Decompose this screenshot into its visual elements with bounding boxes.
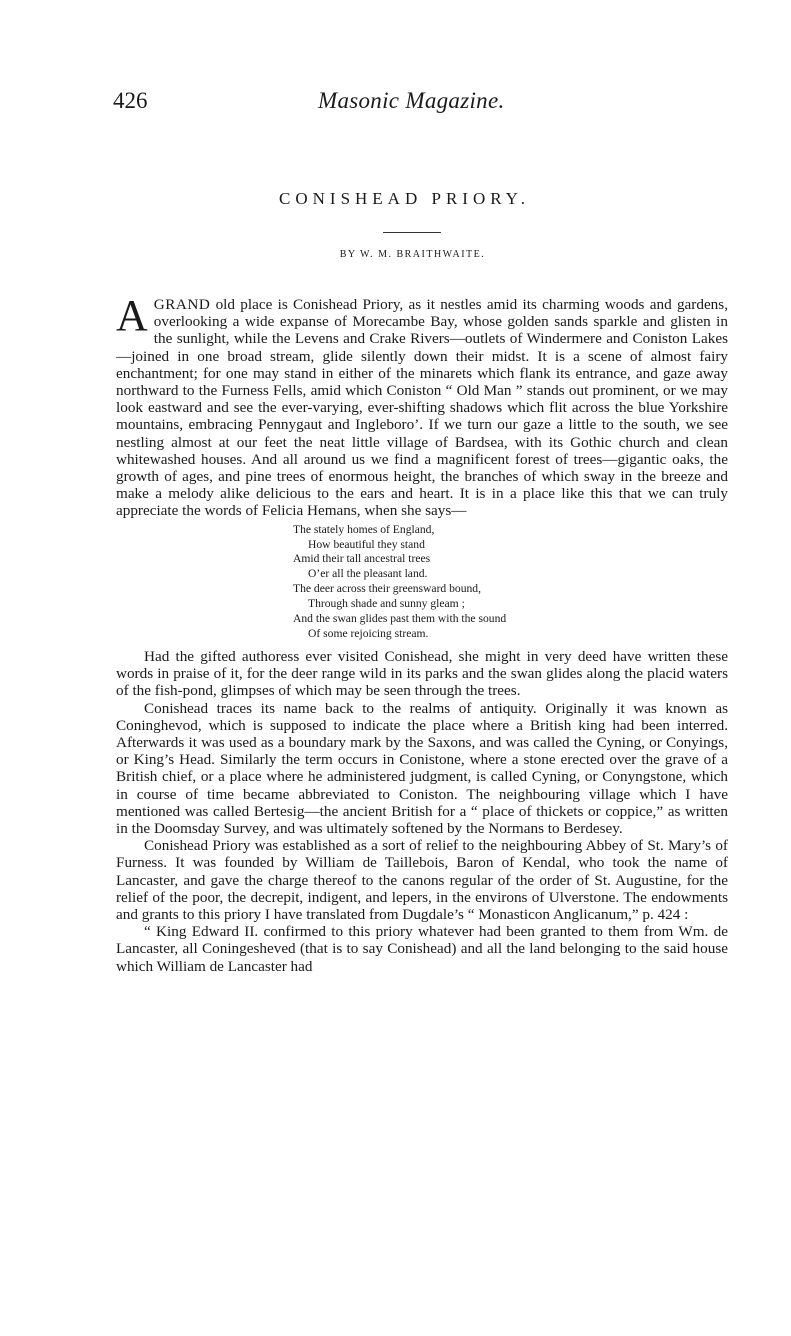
paragraph-5: “ King Edward II. confirmed to this priory whatever had been granted to them from Wm. de Lancaster, all Coningesheved (that is to say Conishead) and all the land belonging to the said house which William de Lancaster had	[116, 923, 728, 975]
poem-line: Through shade and sunny gleam ;	[308, 597, 465, 611]
poem-line: Amid their tall ancestral trees	[293, 552, 431, 566]
poem-line: How beautiful they stand	[308, 537, 425, 551]
poem-line: The stately homes of England,	[293, 522, 435, 536]
poem-line: And the swan glides past them with the sound	[293, 612, 507, 626]
paragraph-1	[116, 291, 728, 520]
opening-word: GRAND	[153, 296, 211, 313]
paragraph-1-text: old place is Conishead Priory, as it nestles amid its charming woods and gardens, overlooking a wide expanse of Morecambe Bay, whose golden sands sparkle and glisten in the sunlight, while the Levens and Crake Rivers—outlets of Windermere and Coniston Lakes—joined in one broad stream, glide silently down their midst. It is a scene of almost fairy enchantment; for one may stand in either of the minarets which flank its entrance, and gaze away northward to the Furness Fells, amid which Coniston “ Old Man ” stands out prominent, or we may look eastward and see the ever-varying, ever-shifting shadows which flit across the blue Yorkshire mountains, embracing Pennygaut and Ingleboro’. If we turn our gaze a little to the south, we see nestling almost at our feet the neat little village of Bardsea, with its Gothic church and clean whitewashed houses. And all around us we find a magnificent forest of trees—gigantic oaks, the growth of ages, and pine trees of enormous height, the branches of which sway in the breeze and make a melody alike delicious to the ears and heart. It is in a place like this that we can truly appreciate the words of Felicia Hemans, when she says—	[116, 296, 728, 520]
article-body	[116, 291, 728, 975]
paragraph-2: Had the gifted authoress ever visited Conishead, she might in very deed have written these words in praise of it, for the deer range wild in its parks and the swan glides along the placid waters of the fish-pond, glimpses of which may be seen through the trees.	[116, 647, 728, 700]
article-title: CONISHEAD PRIORY.	[279, 189, 530, 208]
paragraph-4: Conishead Priory was established as a sort of relief to the neighbouring Abbey of St. Mary’s of Furness. It was founded by William de Taillebois, Baron of Kendal, who took the name of Lancaster, and gave the charge thereof to the canons regular of the order of St. Augustine, for the relief of the poor, the decrepit, indigent, and lepers, in the environs of Ulverstone. The endowments and grants to this priory I have translated from Dugdale’s “ Monasticon Anglicanum,” p. 424 :	[116, 837, 728, 923]
poem-line: O’er all the pleasant land.	[308, 567, 428, 581]
drop-cap: A	[116, 291, 148, 340]
paragraph-3: Conishead traces its name back to the realms of antiquity. Originally it was known as Coninghevod, which is supposed to indicate the place where a British king had been interred. Afterwards it was used as a boundary mark by the Saxons, and was called the Cyning, or Conyings, or King’s Head. Similarly the term occurs in Conistone, where a stone erected over the grave of a British chief, or a place where he administered judgment, is called Cyning, or Conyngstone, which in course of time became abbreviated to Coniston. The neighbouring village which I have mentioned was called Bertesig—the ancient British for a “ place of thickets or coppice,” as written in the Doomsday Survey, and was ultimately softened by the Normans to Berdesey.	[116, 699, 728, 837]
running-head	[113, 88, 713, 118]
title-rule	[383, 232, 441, 233]
page-number: 426	[113, 88, 148, 113]
byline: BY W. M. BRAITHWAITE.	[339, 249, 486, 260]
poem-quotation	[293, 523, 728, 642]
poem-line: The deer across their greensward bound,	[293, 582, 482, 596]
poem-line: Of some rejoicing stream.	[308, 626, 429, 640]
magazine-title: Masonic Magazine.	[318, 88, 505, 113]
